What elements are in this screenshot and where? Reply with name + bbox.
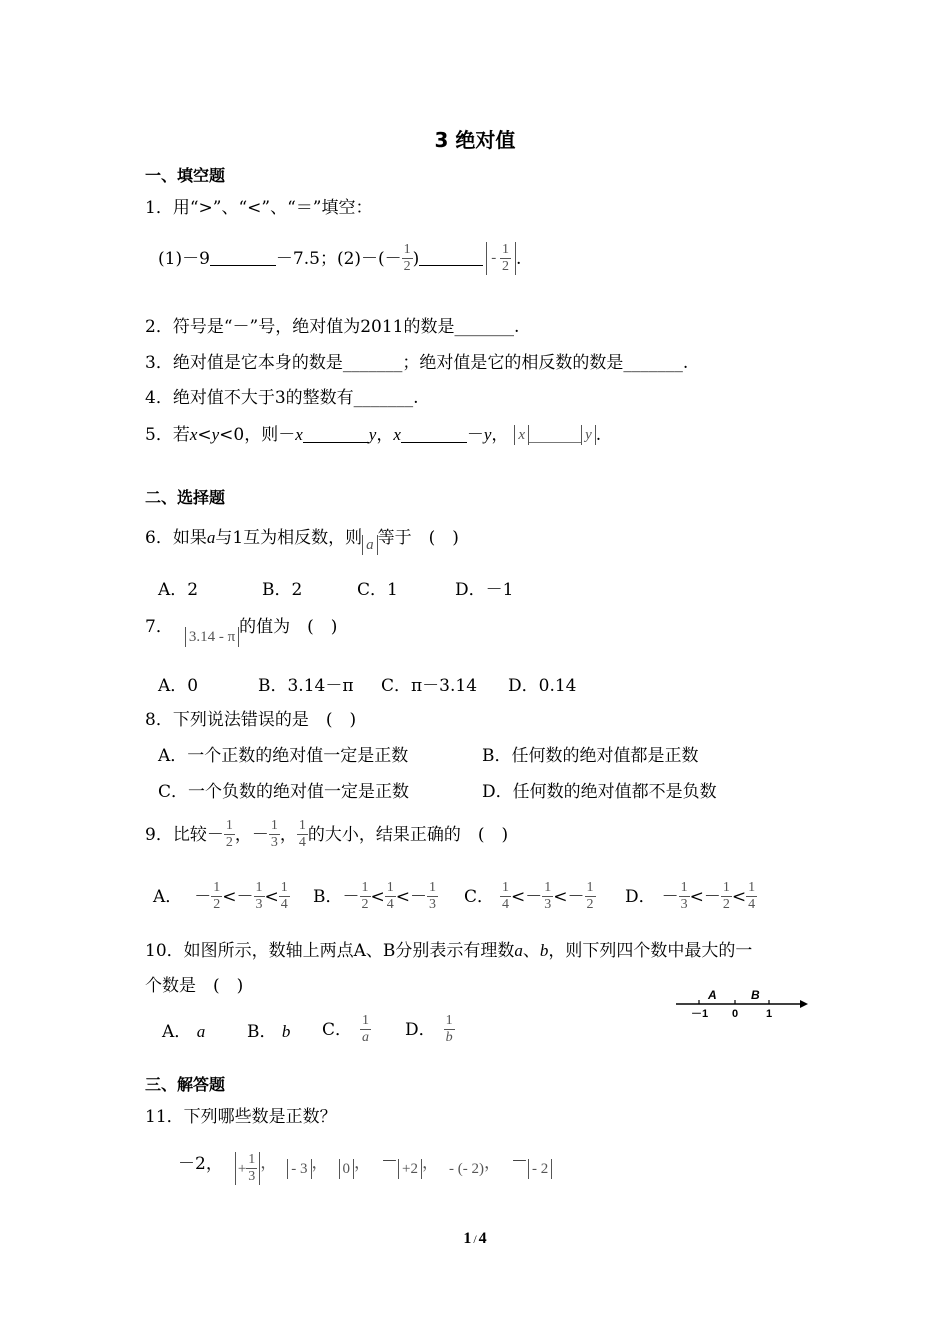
q8-option-c[interactable]: C．一个负数的绝对值一定是正数 (158, 782, 410, 802)
fraction-half: $\frac{1}{2}$ (403, 242, 411, 274)
page-title: 3 绝对值 (434, 128, 516, 152)
section-fill-in: 一、填空题 (145, 166, 226, 185)
q5-text: ， (491, 425, 509, 445)
question-10-line2: 个数是 ( ) (145, 976, 244, 996)
q1-part-b: －7.5；(2)－(－ (275, 248, 402, 269)
abs-neg-3: - 3 (287, 1159, 311, 1179)
var-x: x (189, 425, 198, 444)
section-answer: 三、解答题 (145, 1075, 226, 1094)
question-11-numbers: －2， + $\frac{1}{3}$ ， - 3 ， 0 ， － +2 ， - (- 2) ， － - 2 (178, 1152, 552, 1185)
q8-option-d[interactable]: D．任何数的绝对值都不是负数 (482, 782, 717, 802)
abs-zero: 0 (339, 1159, 355, 1179)
question-1: 1．用“>”、“<”、“＝”填空： (145, 198, 373, 218)
answer-blank[interactable] (419, 251, 483, 266)
question-11: 11．下列哪些数是正数？ (145, 1107, 337, 1127)
q6-text: 6．如果 (145, 528, 207, 548)
question-7 (145, 617, 337, 647)
answer-blank[interactable] (210, 251, 276, 266)
q10-option-a[interactable]: A． a (162, 1022, 206, 1042)
q7-text: 的值为 ( ) (239, 617, 338, 637)
q5-lt: < (197, 425, 212, 445)
q9-option-c[interactable]: C． $\frac{1}{4}$ < － $\frac{1}{3}$ < － $\frac{1}{2}$ (464, 880, 594, 912)
q9-option-d[interactable]: D． － $\frac{1}{3}$ < － $\frac{1}{2}$ < $\frac{1}{4}$ (625, 880, 756, 912)
abs-x: x (514, 425, 529, 445)
question-3: 3．绝对值是它本身的数是_______；绝对值是它的相反数的数是_______. (145, 353, 689, 373)
tick-label: －1 (691, 1008, 709, 1020)
q6-option-d[interactable]: D．－1 (455, 580, 514, 600)
neg-neg-2: - (- 2) (449, 1160, 484, 1177)
question-2: 2．符号是“－”号，绝对值为2011的数是_______. (145, 317, 520, 337)
q8-option-a[interactable]: A．一个正数的绝对值一定是正数 (158, 746, 409, 766)
var-y: y (211, 425, 220, 444)
page-number: 1 / 4 (463, 1230, 487, 1247)
q9-text: 9．比较－ (145, 824, 224, 845)
q7-option-d[interactable]: D．0.14 (508, 676, 577, 696)
q9-text: ，－ (234, 824, 269, 845)
q5-text: ， (376, 425, 394, 445)
q9-option-b[interactable]: B． － $\frac{1}{2}$ < $\frac{1}{4}$ < － $\frac{1}{3}$ (313, 880, 436, 912)
q1-part-d: . (516, 248, 522, 269)
var-a: a (206, 528, 216, 547)
q8-option-b[interactable]: B．任何数的绝对值都是正数 (482, 746, 699, 766)
var-y: y (368, 425, 377, 444)
fraction: $\frac{1}{2}$ (225, 818, 233, 850)
q5-text: . (595, 425, 602, 445)
q7-option-a[interactable]: A．0 (158, 676, 199, 696)
q6-option-b[interactable]: B．2 (262, 580, 303, 600)
q6-text: 等于 ( ) (377, 528, 459, 548)
question-4: 4．绝对值不大于3的整数有_______. (145, 388, 419, 408)
var-x: x (295, 425, 303, 444)
q5-text: 5．若 (145, 425, 190, 445)
tick-label: 1 (766, 1008, 773, 1020)
q7-option-c[interactable]: C．π－3.14 (381, 676, 478, 696)
tick-label: 0 (732, 1008, 739, 1020)
question-5 (145, 425, 601, 445)
q6-text: 与1互为相反数，则 (215, 528, 363, 548)
q5-text: － (466, 425, 484, 445)
q10-option-b[interactable]: B． b (247, 1022, 291, 1042)
q1-part-c: ) (412, 248, 420, 269)
answer-blank[interactable] (529, 428, 581, 443)
abs-y: y (581, 425, 596, 445)
number-line-figure (672, 985, 812, 1021)
q6-option-a[interactable]: A．2 (158, 580, 199, 600)
q10-option-c[interactable]: C． $\frac{1}{a}$ (322, 1013, 370, 1045)
q5-text: <0，则－ (219, 425, 296, 445)
fraction: $\frac{1}{3}$ (270, 818, 278, 850)
question-9 (145, 818, 508, 851)
question-10-line1: 10．如图所示，数轴上两点A、B分别表示有理数a、b，则下列四个数中最大的一 (145, 941, 753, 961)
q9-option-a[interactable]: A． － $\frac{1}{2}$ < － $\frac{1}{3}$ < $\frac{1}{4}$ (153, 880, 288, 912)
abs-neg-2: - 2 (528, 1159, 552, 1179)
abs-plus-third: + $\frac{1}{3}$ (235, 1152, 260, 1185)
point-b-label: B (751, 988, 760, 1002)
q9-text: 的大小，结果正确的 ( ) (307, 824, 509, 845)
q7-option-b[interactable]: B．3.14－π (258, 676, 354, 696)
question-1-parts (158, 242, 521, 275)
q6-option-c[interactable]: C．1 (357, 580, 398, 600)
q1-part-a: (1)－9 (158, 248, 210, 269)
abs-neg-half: - $\frac{1}{2}$ (486, 242, 516, 275)
q10-option-d[interactable]: D． $\frac{1}{b}$ (405, 1013, 453, 1045)
var-x: x (393, 425, 401, 444)
answer-blank[interactable] (303, 428, 369, 443)
abs-3-14-minus-pi: 3.14 - π (185, 627, 239, 647)
question-8: 8．下列说法错误的是 ( ) (145, 710, 357, 730)
point-a-label: A (708, 988, 717, 1002)
fraction: $\frac{1}{4}$ (298, 818, 306, 850)
section-choice: 二、选择题 (145, 488, 226, 507)
question-6 (145, 521, 459, 555)
var-y: y (483, 425, 492, 444)
answer-blank[interactable] (401, 428, 467, 443)
abs-plus-2: +2 (398, 1159, 422, 1179)
abs-a: a (362, 535, 378, 555)
q9-text: ， (279, 824, 297, 845)
q7-num: 7． (145, 617, 173, 637)
